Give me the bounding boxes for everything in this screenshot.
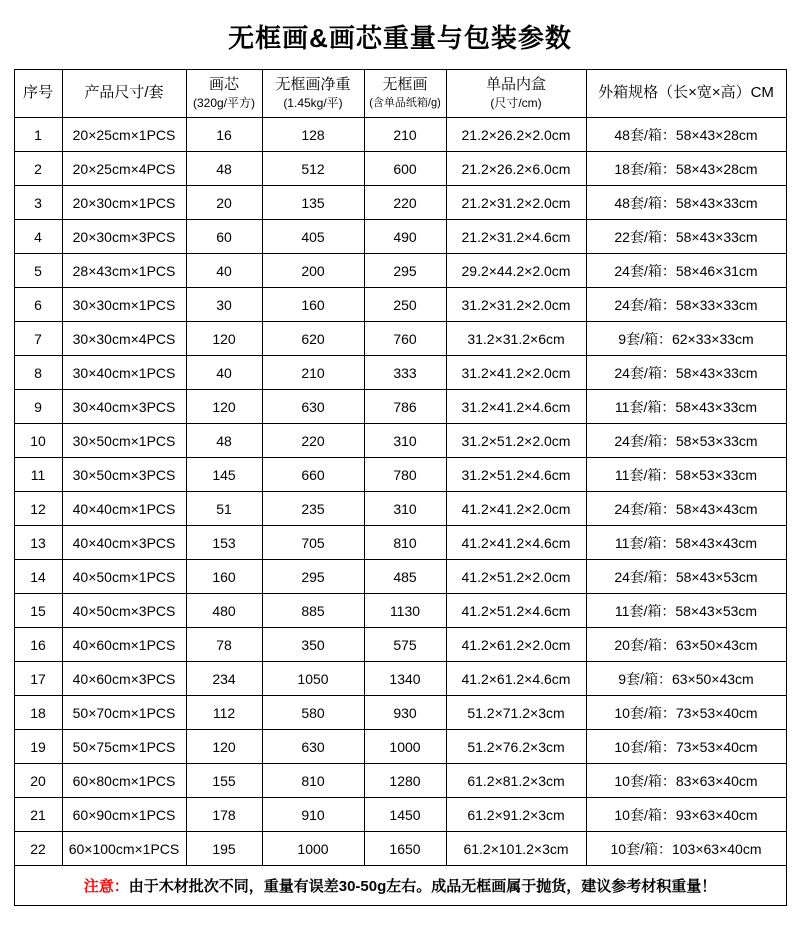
col-header-index: [14, 70, 62, 118]
cell-core-weight: 60: [186, 220, 262, 254]
cell-gross-weight: 1000: [364, 730, 446, 764]
table-row: [14, 356, 786, 390]
cell-gross-weight: 210: [364, 118, 446, 152]
cell-gross-weight: 760: [364, 322, 446, 356]
cell-product-size: 30×40cm×1PCS: [62, 356, 186, 390]
cell-inner-box: 31.2×41.2×4.6cm: [446, 390, 586, 424]
col-header-outer-box: [586, 70, 786, 118]
col-header-gross-weight-label: 无框画: [382, 76, 428, 94]
cell-gross-weight: 780: [364, 458, 446, 492]
cell-gross-weight: 485: [364, 560, 446, 594]
col-header-product-size-label: 产品尺寸/套: [84, 84, 164, 102]
cell-outer-box: 48套/箱：58×43×33cm: [586, 186, 786, 220]
cell-net-weight: 210: [262, 356, 364, 390]
cell-product-size: 40×40cm×1PCS: [62, 492, 186, 526]
cell-core-weight: 160: [186, 560, 262, 594]
cell-product-size: 20×25cm×1PCS: [62, 118, 186, 152]
cell-core-weight: 40: [186, 254, 262, 288]
cell-outer-box: 48套/箱：58×43×28cm: [586, 118, 786, 152]
cell-product-size: 60×80cm×1PCS: [62, 764, 186, 798]
cell-net-weight: 220: [262, 424, 364, 458]
col-header-net-weight-sublabel: (1.45kg/平): [283, 96, 343, 111]
cell-gross-weight: 600: [364, 152, 446, 186]
table-row: [14, 832, 786, 866]
cell-product-size: 40×60cm×1PCS: [62, 628, 186, 662]
col-header-index-label: 序号: [22, 84, 53, 102]
table-row: [14, 254, 786, 288]
col-header-net-weight-label: 无框画净重: [275, 75, 351, 93]
cell-gross-weight: 310: [364, 492, 446, 526]
cell-product-size: 20×25cm×4PCS: [62, 152, 186, 186]
cell-inner-box: 31.2×31.2×6cm: [446, 322, 586, 356]
cell-inner-box: 61.2×81.2×3cm: [446, 764, 586, 798]
cell-gross-weight: 310: [364, 424, 446, 458]
cell-inner-box: 61.2×101.2×3cm: [446, 832, 586, 866]
cell-net-weight: 128: [262, 118, 364, 152]
cell-gross-weight: 1650: [364, 832, 446, 866]
table-row: [14, 220, 786, 254]
cell-index: 15: [14, 594, 62, 628]
cell-inner-box: 21.2×31.2×4.6cm: [446, 220, 586, 254]
cell-index: 7: [14, 322, 62, 356]
cell-net-weight: 630: [262, 730, 364, 764]
cell-core-weight: 195: [186, 832, 262, 866]
note-label: 注意：: [83, 878, 129, 895]
note-text: 由于木材批次不同，重量有误差30-50g左右。成品无框画属于抛货，建议参考材积重量！: [128, 878, 717, 895]
cell-core-weight: 78: [186, 628, 262, 662]
cell-net-weight: 350: [262, 628, 364, 662]
cell-index: 19: [14, 730, 62, 764]
table-row: [14, 424, 786, 458]
cell-inner-box: 29.2×44.2×2.0cm: [446, 254, 586, 288]
cell-core-weight: 48: [186, 424, 262, 458]
cell-inner-box: 41.2×51.2×4.6cm: [446, 594, 586, 628]
cell-core-weight: 120: [186, 730, 262, 764]
table-row: [14, 560, 786, 594]
cell-gross-weight: 786: [364, 390, 446, 424]
cell-inner-box: 41.2×41.2×2.0cm: [446, 492, 586, 526]
cell-outer-box: 9套/箱：63×50×43cm: [586, 662, 786, 696]
cell-net-weight: 1000: [262, 832, 364, 866]
cell-index: 20: [14, 764, 62, 798]
cell-outer-box: 10套/箱：73×53×40cm: [586, 696, 786, 730]
col-header-inner-box: [446, 70, 586, 118]
cell-product-size: 20×30cm×1PCS: [62, 186, 186, 220]
table-row: [14, 322, 786, 356]
cell-net-weight: 620: [262, 322, 364, 356]
cell-index: 10: [14, 424, 62, 458]
cell-inner-box: 41.2×61.2×2.0cm: [446, 628, 586, 662]
col-header-core-weight-sublabel: (320g/平方): [192, 96, 256, 111]
cell-product-size: 30×50cm×1PCS: [62, 424, 186, 458]
cell-outer-box: 24套/箱：58×53×33cm: [586, 424, 786, 458]
cell-gross-weight: 810: [364, 526, 446, 560]
cell-index: 4: [14, 220, 62, 254]
cell-inner-box: 51.2×71.2×3cm: [446, 696, 586, 730]
cell-gross-weight: 295: [364, 254, 446, 288]
cell-outer-box: 24套/箱：58×43×53cm: [586, 560, 786, 594]
cell-inner-box: 21.2×31.2×2.0cm: [446, 186, 586, 220]
cell-net-weight: 160: [262, 288, 364, 322]
col-header-inner-box-sublabel: (尺寸/cm): [490, 96, 542, 111]
cell-inner-box: 31.2×31.2×2.0cm: [446, 288, 586, 322]
cell-outer-box: 10套/箱：83×63×40cm: [586, 764, 786, 798]
cell-product-size: 50×70cm×1PCS: [62, 696, 186, 730]
table-row: [14, 390, 786, 424]
cell-outer-box: 22套/箱：58×43×33cm: [586, 220, 786, 254]
cell-index: 18: [14, 696, 62, 730]
cell-outer-box: 10套/箱：103×63×40cm: [586, 832, 786, 866]
cell-gross-weight: 333: [364, 356, 446, 390]
cell-net-weight: 295: [262, 560, 364, 594]
cell-outer-box: 10套/箱：93×63×40cm: [586, 798, 786, 832]
cell-gross-weight: 490: [364, 220, 446, 254]
cell-outer-box: 9套/箱：62×33×33cm: [586, 322, 786, 356]
cell-inner-box: 21.2×26.2×2.0cm: [446, 118, 586, 152]
cell-inner-box: 61.2×91.2×3cm: [446, 798, 586, 832]
cell-index: 17: [14, 662, 62, 696]
cell-core-weight: 30: [186, 288, 262, 322]
cell-gross-weight: 575: [364, 628, 446, 662]
cell-index: 11: [14, 458, 62, 492]
cell-index: 1: [14, 118, 62, 152]
cell-product-size: 28×43cm×1PCS: [62, 254, 186, 288]
cell-net-weight: 630: [262, 390, 364, 424]
cell-index: 16: [14, 628, 62, 662]
cell-product-size: 40×40cm×3PCS: [62, 526, 186, 560]
cell-inner-box: 31.2×41.2×2.0cm: [446, 356, 586, 390]
table-row: [14, 152, 786, 186]
cell-outer-box: 24套/箱：58×43×33cm: [586, 356, 786, 390]
cell-gross-weight: 1280: [364, 764, 446, 798]
col-header-gross-weight: [364, 70, 446, 118]
cell-product-size: 20×30cm×3PCS: [62, 220, 186, 254]
cell-product-size: 40×60cm×3PCS: [62, 662, 186, 696]
cell-gross-weight: 1450: [364, 798, 446, 832]
cell-net-weight: 660: [262, 458, 364, 492]
note-row: [14, 866, 786, 906]
cell-inner-box: 41.2×51.2×2.0cm: [446, 560, 586, 594]
cell-index: 9: [14, 390, 62, 424]
table-row: [14, 118, 786, 152]
cell-product-size: 40×50cm×3PCS: [62, 594, 186, 628]
cell-index: 3: [14, 186, 62, 220]
table-row: [14, 492, 786, 526]
cell-inner-box: 31.2×51.2×4.6cm: [446, 458, 586, 492]
cell-net-weight: 885: [262, 594, 364, 628]
table-row: [14, 594, 786, 628]
table-row: [14, 526, 786, 560]
cell-outer-box: 20套/箱：63×50×43cm: [586, 628, 786, 662]
cell-outer-box: 24套/箱：58×33×33cm: [586, 288, 786, 322]
cell-inner-box: 21.2×26.2×6.0cm: [446, 152, 586, 186]
cell-index: 12: [14, 492, 62, 526]
col-header-net-weight: [262, 70, 364, 118]
cell-index: 21: [14, 798, 62, 832]
cell-outer-box: 10套/箱：73×53×40cm: [586, 730, 786, 764]
table-row: [14, 798, 786, 832]
col-header-core-weight-label: 画芯: [208, 75, 239, 93]
cell-core-weight: 112: [186, 696, 262, 730]
cell-product-size: 60×90cm×1PCS: [62, 798, 186, 832]
cell-core-weight: 16: [186, 118, 262, 152]
cell-net-weight: 1050: [262, 662, 364, 696]
cell-index: 5: [14, 254, 62, 288]
cell-index: 22: [14, 832, 62, 866]
table-row: [14, 288, 786, 322]
col-header-inner-box-label: 单品内盒: [485, 75, 546, 93]
cell-gross-weight: 1340: [364, 662, 446, 696]
cell-gross-weight: 930: [364, 696, 446, 730]
table-row: [14, 730, 786, 764]
cell-index: 14: [14, 560, 62, 594]
cell-core-weight: 120: [186, 322, 262, 356]
cell-outer-box: 11套/箱：58×43×33cm: [586, 390, 786, 424]
cell-index: 8: [14, 356, 62, 390]
cell-product-size: 40×50cm×1PCS: [62, 560, 186, 594]
cell-product-size: 30×30cm×4PCS: [62, 322, 186, 356]
col-header-outer-box-label: 外箱规格（长×宽×高）CM: [598, 84, 774, 102]
col-header-product-size: [62, 70, 186, 118]
spec-table: [14, 69, 787, 906]
cell-outer-box: 24套/箱：58×46×31cm: [586, 254, 786, 288]
cell-gross-weight: 1130: [364, 594, 446, 628]
cell-net-weight: 200: [262, 254, 364, 288]
cell-gross-weight: 250: [364, 288, 446, 322]
cell-core-weight: 155: [186, 764, 262, 798]
table-row: [14, 458, 786, 492]
cell-inner-box: 41.2×61.2×4.6cm: [446, 662, 586, 696]
col-header-gross-weight-sublabel: (含单品纸箱/g): [369, 97, 441, 109]
note-cell: [14, 866, 786, 906]
cell-core-weight: 145: [186, 458, 262, 492]
cell-inner-box: 31.2×51.2×2.0cm: [446, 424, 586, 458]
cell-core-weight: 20: [186, 186, 262, 220]
cell-gross-weight: 220: [364, 186, 446, 220]
cell-outer-box: 24套/箱：58×43×43cm: [586, 492, 786, 526]
cell-outer-box: 11套/箱：58×53×33cm: [586, 458, 786, 492]
cell-outer-box: 18套/箱：58×43×28cm: [586, 152, 786, 186]
cell-product-size: 30×50cm×3PCS: [62, 458, 186, 492]
cell-core-weight: 178: [186, 798, 262, 832]
cell-inner-box: 51.2×76.2×3cm: [446, 730, 586, 764]
cell-product-size: 50×75cm×1PCS: [62, 730, 186, 764]
cell-core-weight: 51: [186, 492, 262, 526]
cell-index: 2: [14, 152, 62, 186]
table-row: [14, 696, 786, 730]
cell-net-weight: 810: [262, 764, 364, 798]
table-row: [14, 186, 786, 220]
cell-product-size: 60×100cm×1PCS: [62, 832, 186, 866]
cell-inner-box: 41.2×41.2×4.6cm: [446, 526, 586, 560]
cell-index: 13: [14, 526, 62, 560]
cell-core-weight: 153: [186, 526, 262, 560]
col-header-core-weight: [186, 70, 262, 118]
cell-net-weight: 405: [262, 220, 364, 254]
cell-net-weight: 512: [262, 152, 364, 186]
cell-net-weight: 580: [262, 696, 364, 730]
cell-core-weight: 120: [186, 390, 262, 424]
table-body: [14, 118, 786, 866]
table-row: [14, 628, 786, 662]
cell-product-size: 30×40cm×3PCS: [62, 390, 186, 424]
table-row: [14, 662, 786, 696]
cell-product-size: 30×30cm×1PCS: [62, 288, 186, 322]
cell-outer-box: 11套/箱：58×43×53cm: [586, 594, 786, 628]
cell-net-weight: 235: [262, 492, 364, 526]
cell-core-weight: 480: [186, 594, 262, 628]
cell-core-weight: 234: [186, 662, 262, 696]
cell-index: 6: [14, 288, 62, 322]
page-title: 无框画&画芯重量与包装参数: [228, 23, 572, 53]
table-row: [14, 764, 786, 798]
cell-core-weight: 48: [186, 152, 262, 186]
cell-net-weight: 135: [262, 186, 364, 220]
header-row: [14, 70, 786, 118]
cell-net-weight: 705: [262, 526, 364, 560]
cell-core-weight: 40: [186, 356, 262, 390]
cell-net-weight: 910: [262, 798, 364, 832]
cell-outer-box: 11套/箱：58×43×43cm: [586, 526, 786, 560]
